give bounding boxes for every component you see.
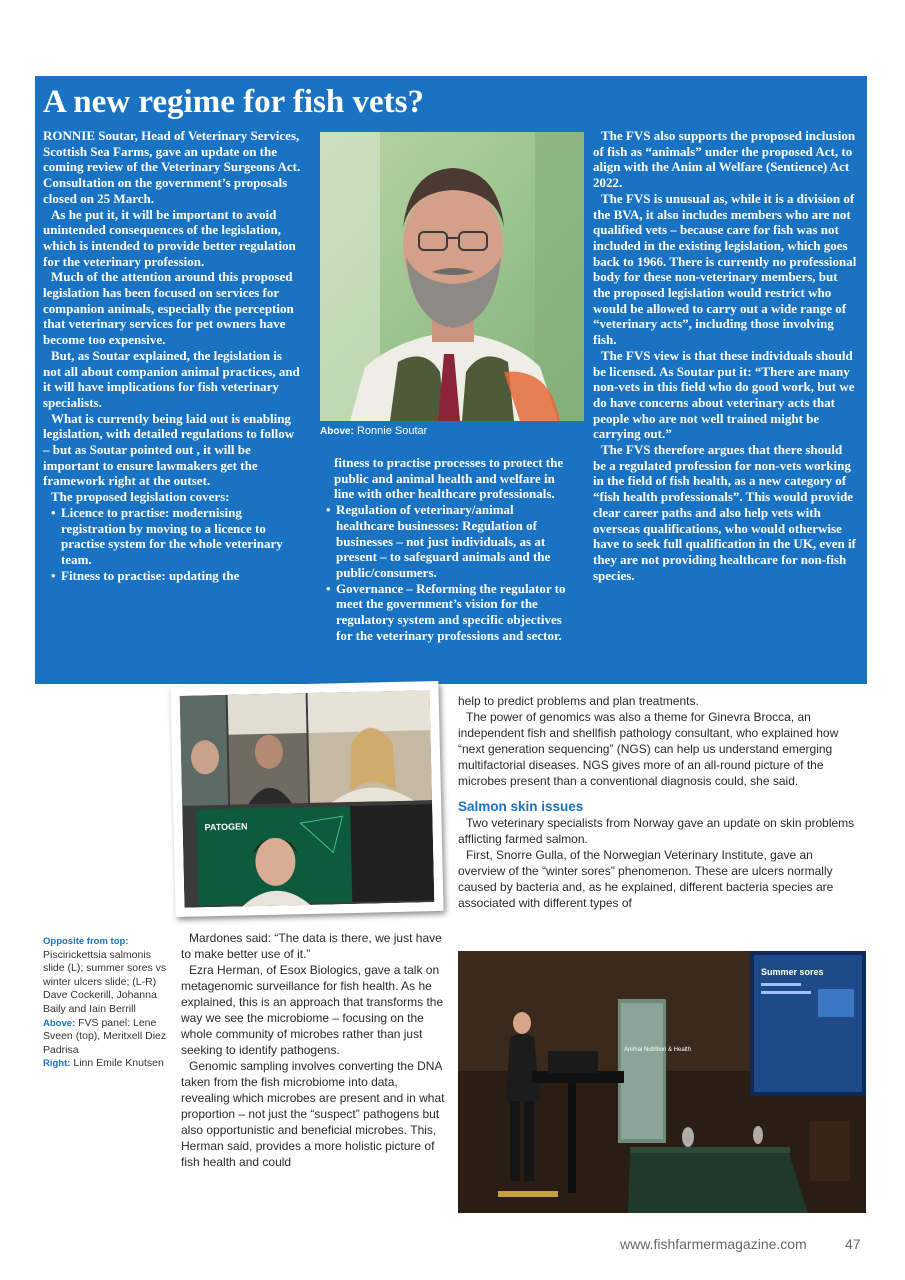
photo-caption — [320, 425, 427, 437]
caption-label: Right: — [43, 1058, 71, 1070]
paragraph: Much of the attention around this proposed legislation has been focused on services for companion animals, especially the perception that veterinary services for pet owners have become too expensive. — [43, 269, 294, 348]
headline: A new regime for fish vets? — [43, 84, 424, 120]
paragraph: First, Snorre Gulla, of the Norwegian Veterinary Institute, gave an overview of the “winter sores” phenomenon. These are ulcers normally caused by bacteria and, as he explained, different bacteria species are associated with different types of — [458, 848, 834, 910]
list-item: • Regulation of veterinary/animal healthcare businesses: Regulation of businesses – not just individuals, as at present – to safeguard animals and the public/consumers. — [336, 502, 572, 581]
photo-captions-sidebar — [43, 935, 171, 1071]
paragraph: The FVS therefore argues that there should be a regulated profession for non-vets working in the field of fish health, as a new category of “fish health professionals”. This would provide clear career paths and also help vets with overseas qualifications, who would otherwise have to seek full qualification in the UK, even if they are not providing healthcare for non-fish species. — [593, 442, 856, 583]
caption-text: Linn Emile Knutsen — [73, 1057, 164, 1070]
caption-label: Above: — [320, 426, 354, 437]
page-footer — [0, 1236, 905, 1256]
body-column-left — [181, 930, 449, 1170]
caption-label: Above: — [43, 1017, 76, 1029]
paragraph: But, as Soutar explained, the legislation is not all about companion animal practices, and it will have implications for fish veterinary specialists. — [43, 347, 300, 410]
article-column-3 — [593, 128, 857, 583]
paragraph: help to predict problems and plan treatments. — [458, 694, 699, 708]
paragraph: What is currently being laid out is enabling legislation, with detailed regulations to follow – but as Soutar pointed out , it will be important to ensure lawmakers get the framework right at the outset. — [43, 410, 295, 489]
patogen-logo: PATOGEN — [204, 821, 248, 833]
paragraph: Ezra Herman, of Esox Biologics, gave a talk on metagenomic surveillance for fish health. As he explained, this is an approach that transforms the way we see the microbiome – focusing on the whole community of microbes rather than just seeking to identify pathogens. — [181, 963, 444, 1057]
page-number: 47 — [845, 1236, 861, 1252]
linn-knutsen-photo — [458, 951, 866, 1213]
fvs-panel-photo — [170, 681, 443, 917]
caption-text: Piscirickettsia salmonis slide (L); summer sores vs winter ulcers slide; (L-R) Dave Cockerill, Johanna Baily and Iain Berrill — [43, 948, 167, 1015]
list-item: • Fitness to practise: updating the — [61, 568, 303, 584]
ronnie-soutar-photo — [320, 132, 584, 421]
paragraph: RONNIE Soutar, Head of Veterinary Services, Scottish Sea Farms, gave an update on the coming review of the Veterinary Surgeons Act. Consultation on the government’s proposals closed on 25 March. — [43, 128, 301, 206]
paragraph: The power of genomics was also a theme for Ginevra Brocca, an independent fish and shellfish pathology consultant, who explained how “next generation sequencing” (NGS) can help us understand emerging multifactorial diseases. NGS gives more of an all-round picture of the microbes present than a conventional diagnosis could, she said. — [458, 710, 839, 788]
paragraph: The FVS also supports the proposed inclusion of fish as “animals” under the proposed Act, to align with the Anim al Welfare (Sentience) Act 2022. — [593, 128, 856, 191]
caption-label: Opposite from top: — [43, 936, 129, 947]
subheading: Salmon skin issues — [458, 799, 584, 814]
caption-text: FVS panel: Lene Sveen (top), Meritxell Diez Padrisa — [43, 1016, 167, 1056]
paragraph: fitness to practise processes to protect the public and animal health and welfare in line with other healthcare professionals. — [334, 455, 564, 502]
paragraph: Two veterinary specialists from Norway gave an update on skin problems afflicting farmed salmon. — [458, 816, 855, 846]
slide-title: Summer sores — [761, 967, 824, 977]
paragraph: The FVS is unusual as, while it is a division of the BVA, it also includes members who are not qualified vets – because care for fish was not included in the existing legislation, which goes back to 1966. There is currently no professional body for these non-veterinary members, but the proposed legislation would restrict who would be allowed to carry out a wide range of “veterinary acts”, including those involving fish. — [593, 190, 857, 348]
paragraph: The proposed legislation covers: — [51, 489, 230, 505]
footer-url: www.fishfarmermagazine.com — [620, 1236, 807, 1252]
paragraph: The FVS view is that these individuals should be licensed. As Soutar put it: “There are many non-vets in this field who do good work, but we do have concerns about veterinary acts that people who are not well trained might be carrying out.” — [593, 347, 855, 442]
article-column-2 — [324, 455, 572, 643]
body-column-right — [458, 693, 858, 911]
paragraph: Mardones said: “The data is there, we just have to make better use of it.” — [181, 931, 442, 961]
paragraph: Genomic sampling involves converting the DNA taken from the fish microbiome into data, revealing which microbes are present and in what proportion – not just the “suspect” pathogens but also opportunistic and beneficial microbes. This, Herman said, provides a more holistic picture of fish health and could — [181, 1059, 445, 1169]
bullet-list — [43, 505, 303, 584]
caption-text: Ronnie Soutar — [356, 425, 428, 437]
list-item: • Governance – Reforming the regulator to meet the government’s vision for the regulatory system and specific objectives for the veterinary professions and sector. — [336, 581, 572, 644]
article-box — [35, 76, 867, 684]
bullet-list — [324, 502, 572, 643]
paragraph: As he put it, it will be important to avoid unintended consequences of the legislation, which is intended to provide better regulation for the veterinary profession. — [43, 206, 296, 269]
article-column-1 — [43, 128, 303, 583]
banner-text: Animal Nutrition & Health — [624, 1047, 692, 1053]
list-item: • Licence to practise: modernising registration by moving to a licence to practise system for the whole veterinary team. — [61, 505, 303, 568]
